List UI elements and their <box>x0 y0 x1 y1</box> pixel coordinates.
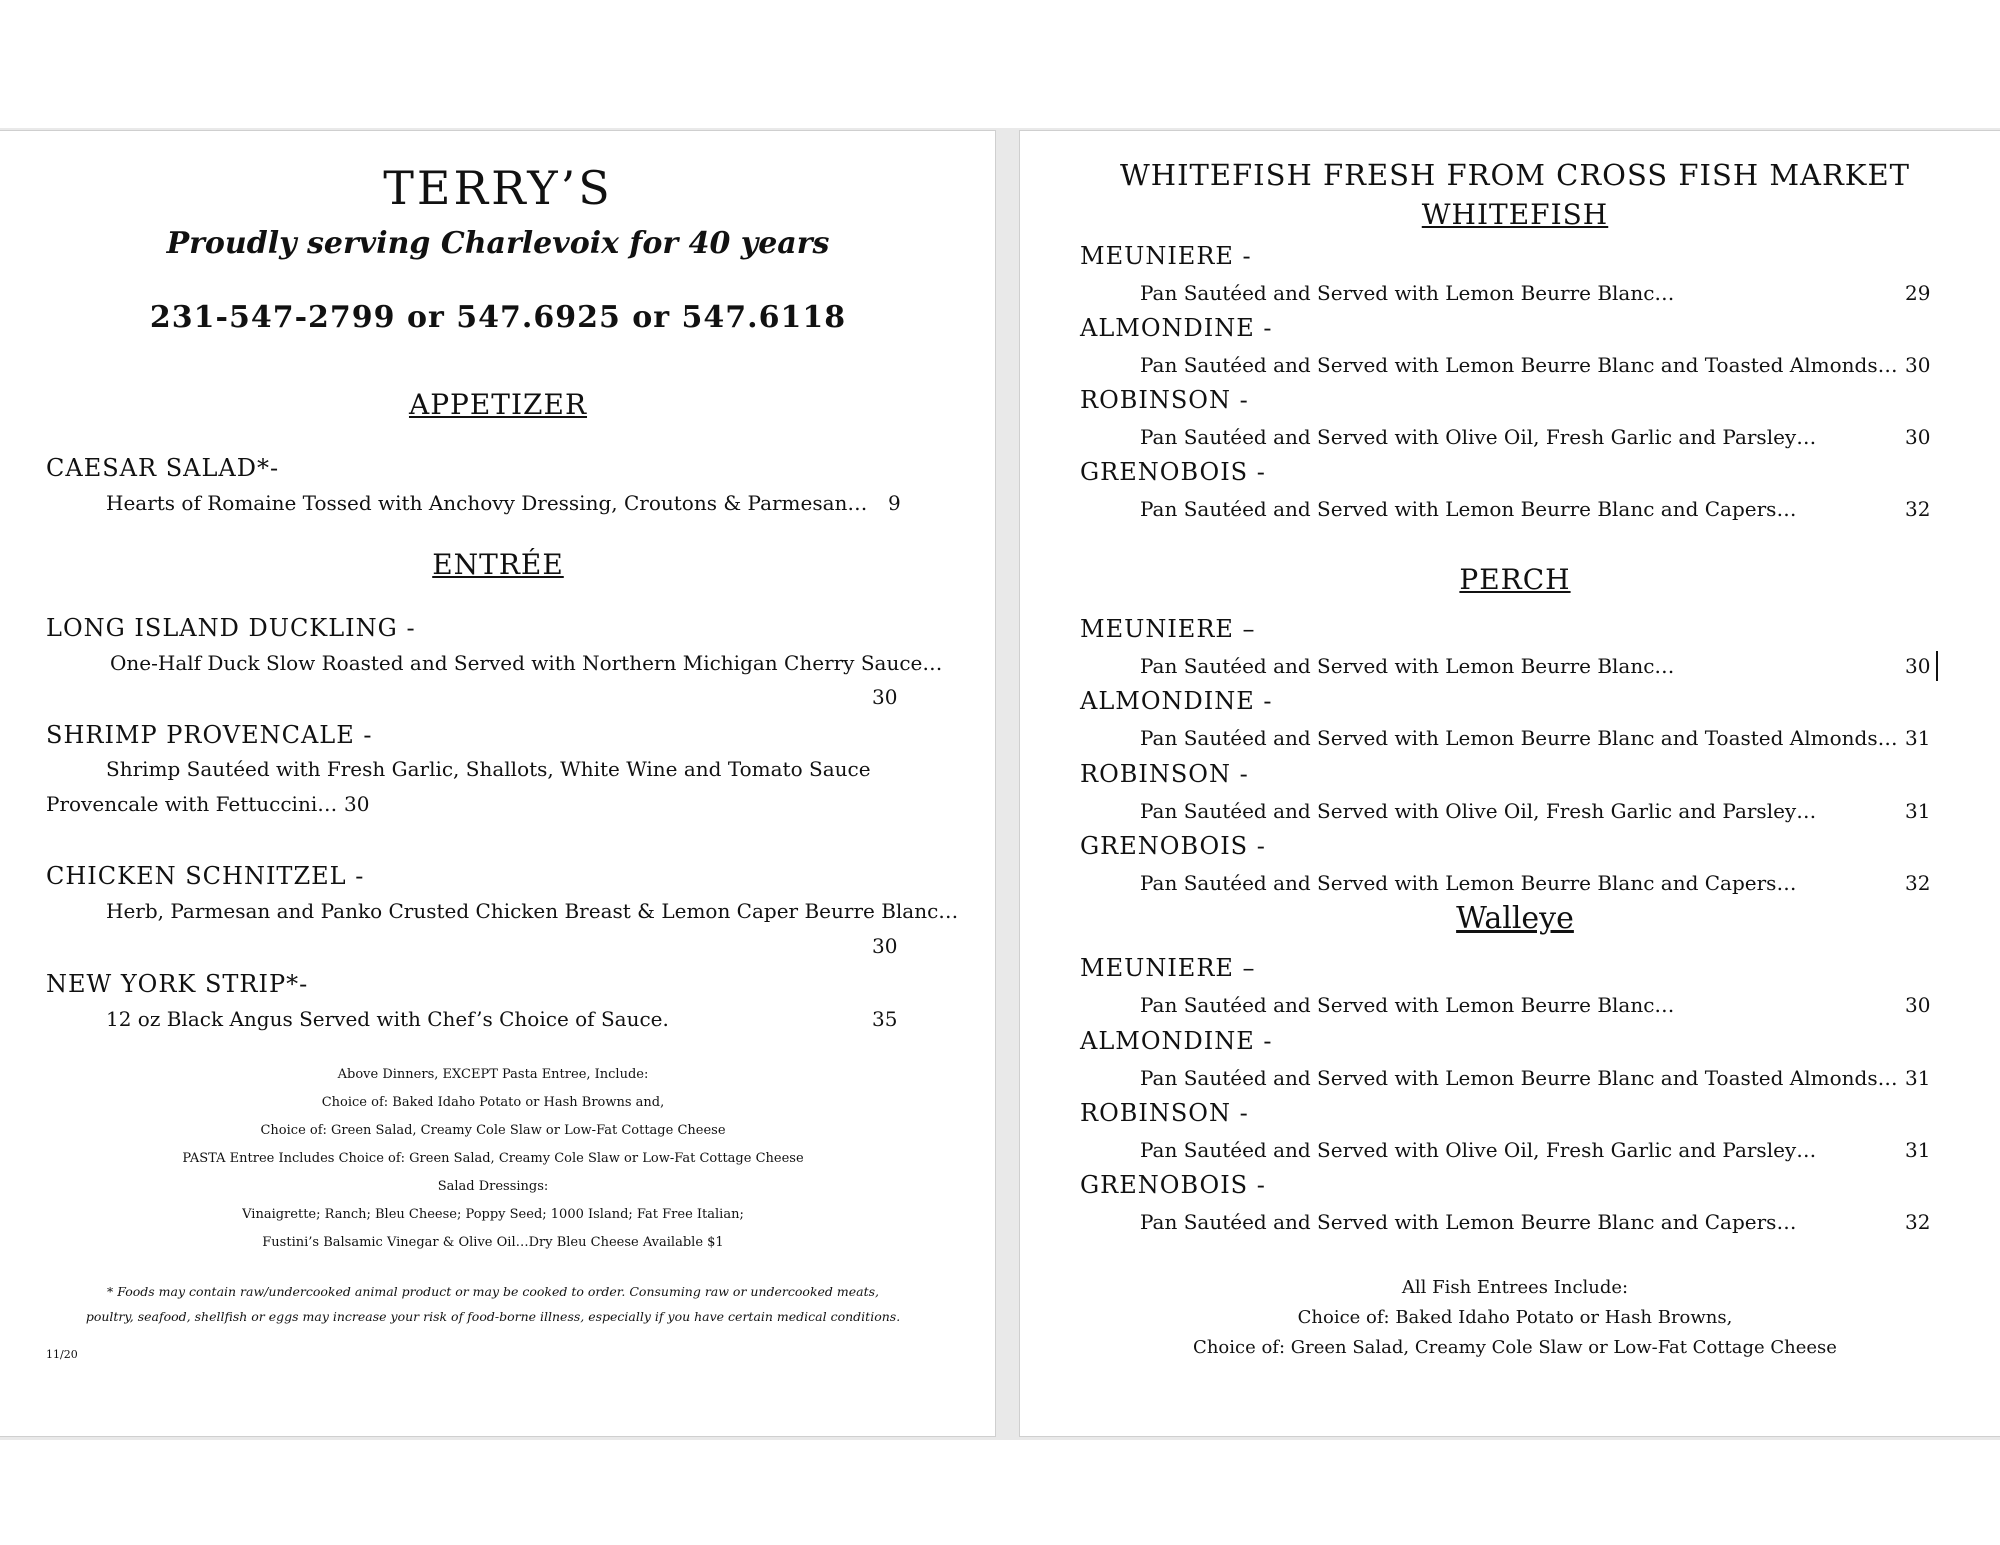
appetizer-heading: APPETIZER <box>408 388 588 421</box>
item-name: MEUNIERE - <box>1080 242 1252 270</box>
duckling-desc: One-Half Duck Slow Roasted and Served with Northern Michigan Cherry Sauce… <box>110 651 943 675</box>
dinner-note: Choice of: Baked Idaho Potato or Hash Browns and, <box>321 1095 665 1110</box>
item-price: 29 <box>1905 281 1931 305</box>
food-disclaimer-line2: poultry, seafood, shellfish or eggs may increase your risk of food-borne illness, especially if you have certain medical conditions. <box>85 1309 901 1324</box>
dinner-note: PASTA Entree Includes Choice of: Green Salad, Creamy Cole Slaw or Low-Fat Cottage Cheese <box>182 1151 804 1166</box>
dinner-note: Above Dinners, EXCEPT Pasta Entree, Include: <box>337 1067 649 1082</box>
right-page <box>1019 130 2000 1437</box>
item-desc: Pan Sautéed and Served with Lemon Beurre Blanc and Toasted Almonds… <box>1140 726 1898 750</box>
dinner-note: Salad Dressings: <box>437 1179 549 1194</box>
food-disclaimer-line1: * Foods may contain raw/undercooked animal product or may be cooked to order. Consuming raw or undercooked meats, <box>106 1284 879 1299</box>
item-name: GRENOBOIS - <box>1080 832 1266 860</box>
item-price: 30 <box>1905 353 1931 377</box>
section-title-perch: PERCH <box>1459 563 1571 596</box>
restaurant-title: TERRY’S <box>383 161 613 215</box>
schnitzel-price: 30 <box>872 934 898 958</box>
shrimp-price: 30 <box>344 792 370 816</box>
phone-numbers: 231-547-2799 or 547.6925 or 547.6118 <box>149 300 847 335</box>
item-desc: Pan Sautéed and Served with Lemon Beurre Blanc and Capers… <box>1140 1210 1797 1234</box>
item-price: 31 <box>1905 1066 1931 1090</box>
entree-heading: ENTRÉE <box>432 548 564 581</box>
item-desc: Pan Sautéed and Served with Lemon Beurre Blanc… <box>1140 993 1675 1017</box>
item-price: 32 <box>1905 1210 1931 1234</box>
item-name: ROBINSON - <box>1080 1099 1249 1127</box>
item-price: 31 <box>1905 799 1931 823</box>
item-desc: Pan Sautéed and Served with Lemon Beurre Blanc… <box>1140 654 1675 678</box>
left-page <box>0 130 996 1437</box>
caesar-desc: Hearts of Romaine Tossed with Anchovy Dressing, Croutons & Parmesan… <box>106 491 868 515</box>
item-desc: Pan Sautéed and Served with Lemon Beurre Blanc and Toasted Almonds… <box>1140 353 1898 377</box>
fish-note: Choice of: Green Salad, Creamy Cole Slaw or Low-Fat Cottage Cheese <box>1193 1337 1837 1358</box>
item-desc: Pan Sautéed and Served with Lemon Beurre Blanc and Toasted Almonds… <box>1140 1066 1898 1090</box>
strip-name: NEW YORK STRIP*- <box>46 970 309 998</box>
item-price: 32 <box>1905 871 1931 895</box>
tagline: Proudly serving Charlevoix for 40 years <box>166 226 830 261</box>
shrimp-desc-line2: Provencale with Fettuccini… <box>46 792 338 816</box>
dinner-note: Fustini’s Balsamic Vinegar & Olive Oil…Dry Bleu Cheese Available $1 <box>262 1235 724 1250</box>
item-price: 30 <box>1905 425 1931 449</box>
item-desc: Pan Sautéed and Served with Olive Oil, Fresh Garlic and Parsley… <box>1140 799 1817 823</box>
dinner-note: Vinaigrette; Ranch; Bleu Cheese; Poppy Seed; 1000 Island; Fat Free Italian; <box>242 1207 744 1222</box>
item-name: ROBINSON - <box>1080 386 1249 414</box>
item-name: GRENOBOIS - <box>1080 1171 1266 1199</box>
item-desc: Pan Sautéed and Served with Olive Oil, Fresh Garlic and Parsley… <box>1140 1138 1817 1162</box>
strip-price: 35 <box>872 1007 898 1031</box>
section-title-walleye: Walleye <box>1456 901 1574 936</box>
duckling-name: LONG ISLAND DUCKLING - <box>46 614 416 642</box>
item-desc: Pan Sautéed and Served with Olive Oil, Fresh Garlic and Parsley… <box>1140 425 1817 449</box>
item-name: ALMONDINE - <box>1080 1027 1273 1055</box>
item-price: 30 <box>1905 993 1931 1017</box>
caesar-name: CAESAR SALAD*- <box>46 454 280 482</box>
item-name: ROBINSON - <box>1080 760 1249 788</box>
section-title-whitefish: WHITEFISH <box>1421 198 1609 231</box>
item-desc: Pan Sautéed and Served with Lemon Beurre Blanc… <box>1140 281 1675 305</box>
schnitzel-desc: Herb, Parmesan and Panko Crusted Chicken Breast & Lemon Caper Beurre Blanc… <box>106 899 959 923</box>
whitefish-market-heading: WHITEFISH FRESH FROM CROSS FISH MARKET <box>1119 158 1910 192</box>
item-name: GRENOBOIS - <box>1080 458 1266 486</box>
duckling-price: 30 <box>872 685 898 709</box>
item-name: MEUNIERE – <box>1080 615 1256 643</box>
item-name: ALMONDINE - <box>1080 687 1273 715</box>
strip-desc: 12 oz Black Angus Served with Chef’s Choice of Sauce. <box>106 1007 669 1031</box>
item-name: MEUNIERE – <box>1080 954 1256 982</box>
fish-note: Choice of: Baked Idaho Potato or Hash Browns, <box>1297 1307 1733 1328</box>
item-price: 32 <box>1905 497 1931 521</box>
shrimp-desc-line1: Shrimp Sautéed with Fresh Garlic, Shallots, White Wine and Tomato Sauce <box>106 757 871 781</box>
item-price: 31 <box>1905 726 1931 750</box>
fish-note: All Fish Entrees Include: <box>1401 1277 1629 1298</box>
dinner-note: Choice of: Green Salad, Creamy Cole Slaw or Low-Fat Cottage Cheese <box>260 1123 726 1138</box>
item-desc: Pan Sautéed and Served with Lemon Beurre Blanc and Capers… <box>1140 497 1797 521</box>
caesar-price: 9 <box>888 491 901 515</box>
item-price: 30 <box>1905 654 1931 678</box>
item-name: ALMONDINE - <box>1080 314 1273 342</box>
item-desc: Pan Sautéed and Served with Lemon Beurre Blanc and Capers… <box>1140 871 1797 895</box>
text-cursor <box>1936 651 1938 681</box>
menu-date: 11/20 <box>46 1348 78 1361</box>
item-price: 31 <box>1905 1138 1931 1162</box>
shrimp-name: SHRIMP PROVENCALE - <box>46 721 373 749</box>
schnitzel-name: CHICKEN SCHNITZEL - <box>46 862 365 890</box>
